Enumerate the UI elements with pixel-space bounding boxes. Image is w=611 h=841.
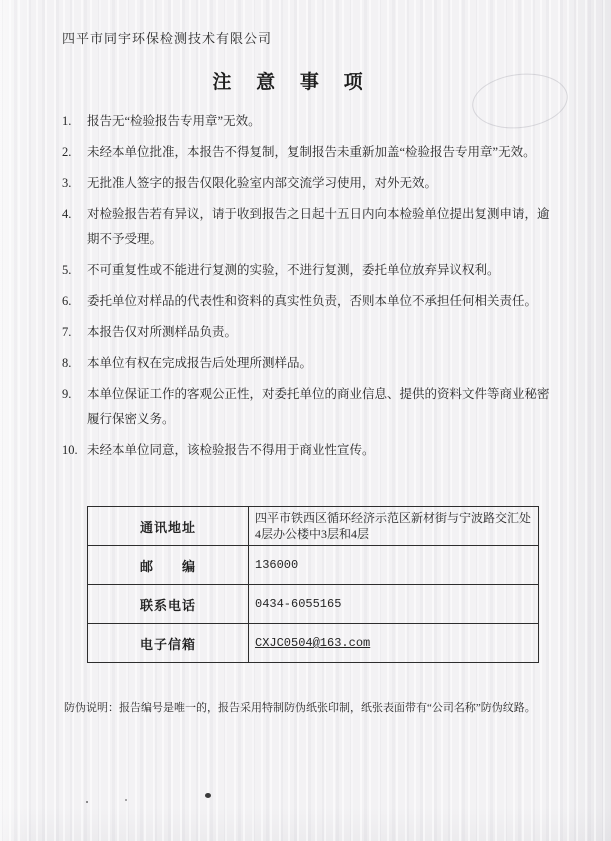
- notice-item-text: 委托单位对样品的代表性和资料的真实性负责，否则本单位不承担任何相关责任。: [87, 294, 538, 308]
- scan-speck: [205, 793, 211, 798]
- notice-item-text: 本单位有权在完成报告后处理所测样品。: [87, 356, 313, 370]
- notice-item-7: [62, 320, 553, 345]
- notice-item-8: [62, 351, 553, 376]
- contact-table: [87, 506, 539, 663]
- notice-item-text: 本单位保证工作的客观公正性，对委托单位的商业信息、提供的资料文件等商业秘密履行保密义务。: [87, 387, 550, 426]
- contact-label-address: 通讯地址: [88, 507, 249, 546]
- page-title: 注 意 事 项: [212, 72, 373, 93]
- contact-label-postcode: 邮 编: [88, 546, 249, 585]
- notice-item-number: 2.: [62, 145, 72, 159]
- contact-value-phone: 0434-6055165: [249, 585, 539, 624]
- notice-item-number: 4.: [62, 207, 72, 221]
- notice-item-text: 不可重复性或不能进行复测的实验，不进行复测，委托单位放弃异议权利。: [87, 263, 500, 277]
- notice-item-number: 8.: [62, 356, 72, 370]
- notice-item-number: 6.: [62, 294, 72, 308]
- notice-item-number: 1.: [62, 114, 72, 128]
- notice-item-5: [62, 258, 553, 283]
- notice-item-text: 未经本单位同意，该检验报告不得用于商业性宣传。: [87, 443, 375, 457]
- notice-item-6: [62, 289, 553, 314]
- notice-item-text: 对检验报告若有异议，请于收到报告之日起十五日内向本检验单位提出复测申请，逾期不予受理。: [87, 207, 550, 246]
- anti-counterfeit-note: 防伪说明：报告编号是唯一的，报告采用特制防伪纸张印制，纸张表面带有“公司名称”防伪纹路。: [64, 702, 536, 714]
- notice-item-2: [62, 140, 553, 165]
- contact-label-email: 电子信箱: [88, 624, 249, 663]
- notice-item-number: 9.: [62, 387, 72, 401]
- notice-item-number: 7.: [62, 325, 72, 339]
- notice-item-text: 报告无“检验报告专用章”无效。: [87, 114, 261, 128]
- table-row-address: [88, 507, 539, 546]
- notice-list: [62, 109, 553, 463]
- notice-item-text: 本报告仅对所测样品负责。: [87, 325, 238, 339]
- scan-speck: [125, 799, 127, 801]
- notice-item-number: 10.: [62, 443, 78, 457]
- contact-value-address: 四平市铁西区循环经济示范区新材街与宁波路交汇处4层办公楼中3层和4层: [249, 507, 539, 546]
- notice-item-text: 无批准人签字的报告仅限化验室内部交流学习使用，对外无效。: [87, 176, 438, 190]
- email-text: CXJC0504@163.com: [255, 636, 371, 650]
- table-row-postcode: [88, 546, 539, 585]
- contact-value-postcode: 136000: [249, 546, 539, 585]
- notice-item-text: 未经本单位批准，本报告不得复制，复制报告未重新加盖“检验报告专用章”无效。: [87, 145, 536, 159]
- table-row-email: [88, 624, 539, 663]
- notice-item-number: 5.: [62, 263, 72, 277]
- notice-item-number: 3.: [62, 176, 72, 190]
- contact-value-email: [249, 624, 539, 663]
- notice-item-9: [62, 382, 553, 432]
- table-row-phone: [88, 585, 539, 624]
- notice-item-10: [62, 438, 553, 463]
- company-header: 四平市同宇环保检测技术有限公司: [62, 31, 273, 46]
- contact-label-phone: 联系电话: [88, 585, 249, 624]
- notice-item-4: [62, 202, 553, 252]
- notice-item-3: [62, 171, 553, 196]
- scan-speck: [86, 801, 88, 803]
